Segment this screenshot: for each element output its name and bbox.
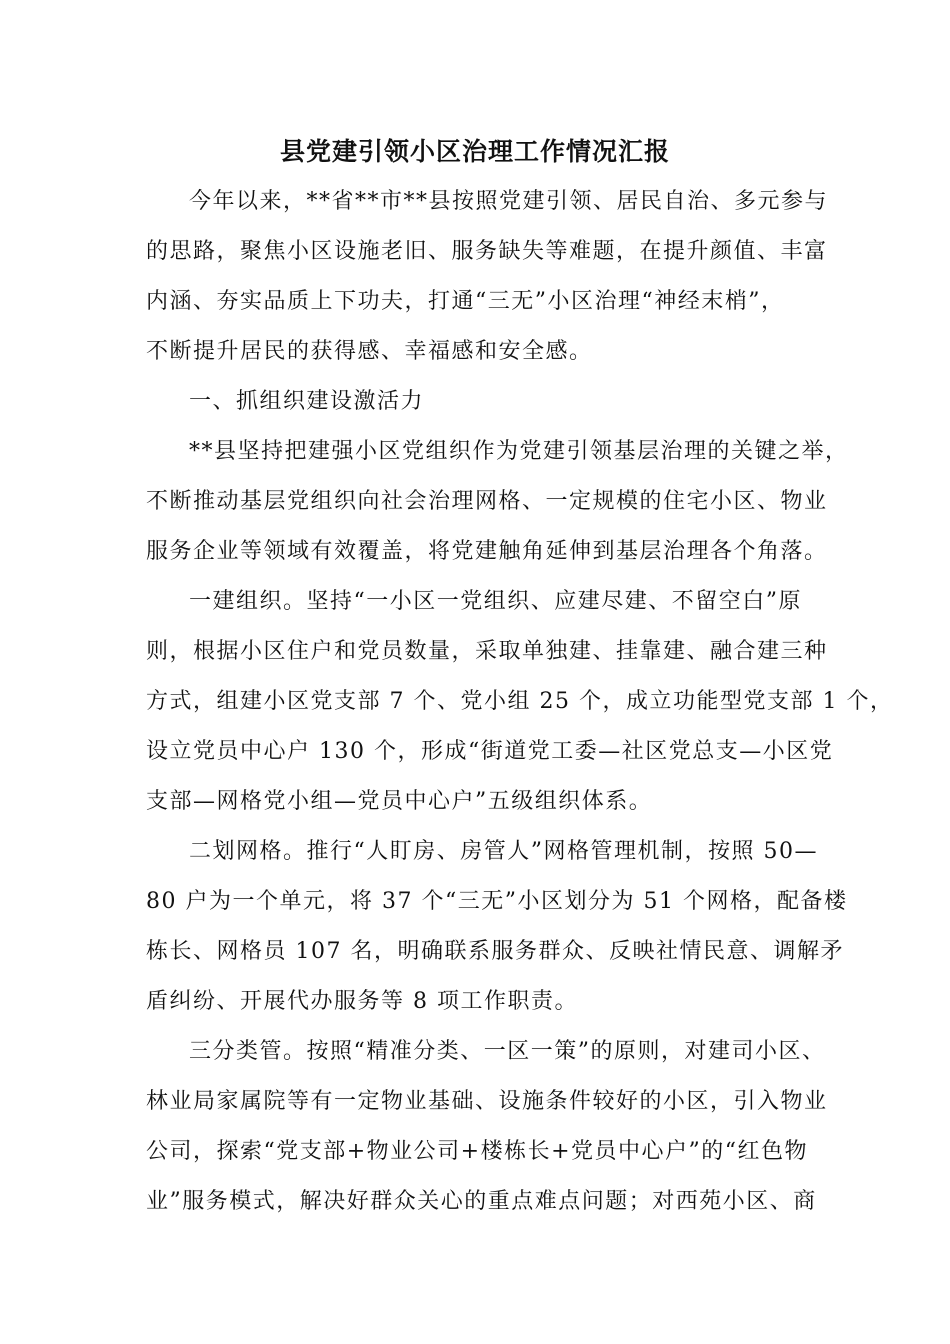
paragraph-line: 80 户为一个单元，将 37 个“三无”小区划分为 51 个网格，配备楼 [146,889,848,914]
paragraph-line: 三分类管。按照“精准分类、一区一策”的原则，对建司小区、 [189,1039,826,1064]
paragraph-line: 栋长、网格员 107 名，明确联系服务群众、反映社情民意、调解矛 [146,939,844,964]
paragraph-line: 盾纠纷、开展代办服务等 8 项工作职责。 [146,989,578,1014]
paragraph-line: 公司，探索“党支部+物业公司+楼栋长+党员中心户”的“红色物 [146,1139,809,1164]
paragraph-line: 一建组织。坚持“一小区一党组织、应建尽建、不留空白”原 [189,589,802,614]
paragraph-line: 今年以来，**省**市**县按照党建引领、居民自治、多元参与 [189,189,829,214]
paragraph-line: 的思路，聚焦小区设施老旧、服务缺失等难题，在提升颜值、丰富 [146,239,828,264]
paragraph-line: 林业局家属院等有一定物业基础、设施条件较好的小区，引入物业 [146,1089,828,1114]
paragraph-line: **县坚持把建强小区党组织作为党建引领基层治理的关键之举， [189,439,849,464]
paragraph-line: 业”服务模式，解决好群众关心的重点难点问题；对西苑小区、商 [146,1189,817,1214]
section-heading: 一、抓组织建设激活力 [189,389,425,414]
paragraph-line: 二划网格。推行“人盯房、房管人”网格管理机制，按照 50— [189,839,818,864]
paragraph-line: 设立党员中心户 130 个，形成“街道党工委—社区党总支—小区党 [146,739,834,764]
paragraph-line: 不断提升居民的获得感、幸福感和安全感。 [146,339,593,364]
paragraph-line: 支部—网格党小组—党员中心户”五级组织体系。 [146,789,653,814]
paragraph-line: 则，根据小区住户和党员数量，采取单独建、挂靠建、融合建三种 [146,639,828,664]
paragraph-line: 内涵、夯实品质上下功夫，打通“三无”小区治理“神经末梢”， [146,289,785,314]
paragraph-line: 不断推动基层党组织向社会治理网格、一定规模的住宅小区、物业 [146,489,828,514]
paragraph-line: 方式，组建小区党支部 7 个、党小组 25 个，成立功能型党支部 1 个， [146,689,894,714]
paragraph-line: 服务企业等领域有效覆盖，将党建触角延伸到基层治理各个角落。 [146,539,828,564]
document-title: 县党建引领小区治理工作情况汇报 [279,137,670,166]
